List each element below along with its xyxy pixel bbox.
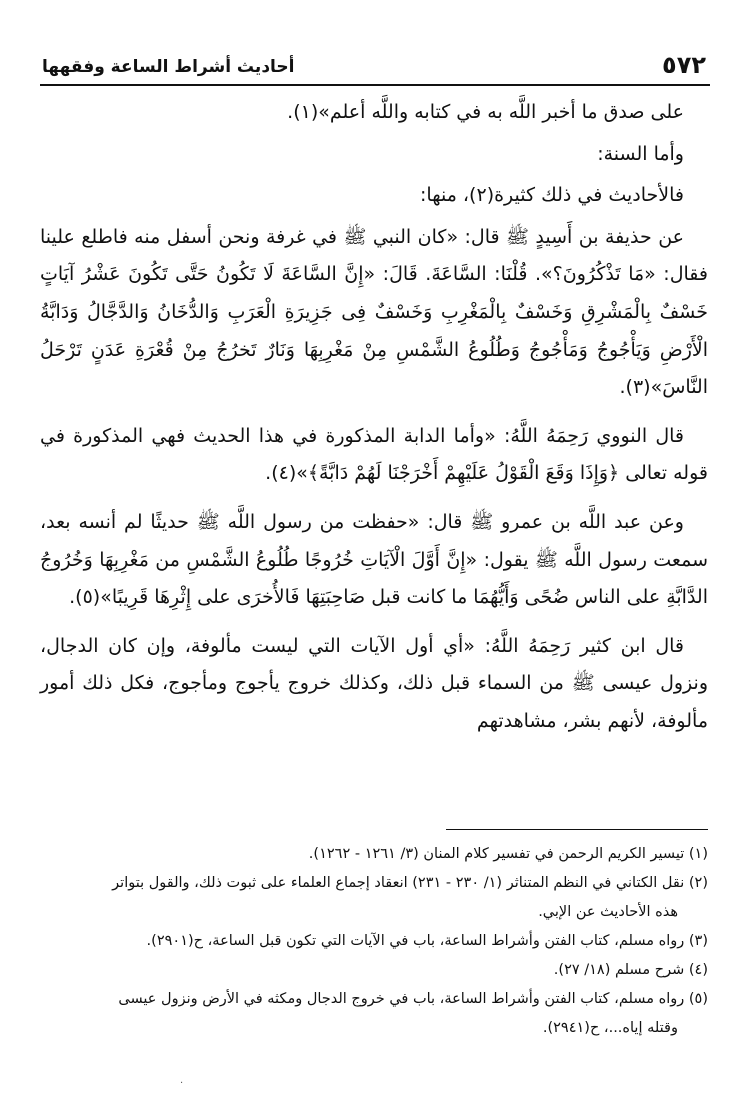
paragraph: على صدق ما أخبر اللَّه به في كتابه واللَّه أعلم»(١). [287,101,684,123]
paragraph: فالأحاديث في ذلك كثيرة(٢)، منها: [420,184,684,207]
paragraph: قال النووي رَحِمَهُ اللَّهُ: «وأما الدابة المذكورة في هذا الحديث فهي المذكورة في قوله تعالى ﴿وَإِذَا وَقَعَ الْقَوْلُ عَلَيْهِمْ أَخْرَجْنَا لَهُمْ دَابَّةً﴾»(٤). [40,424,708,485]
page-mark: · [180,1078,184,1089]
paragraph: وأما السنة: [597,142,684,165]
paragraph: وعن عبد اللَّه بن عمرو ﷺ قال: «حفظت من رسول اللَّه ﷺ حديثًا لم أنسه بعد، سمعت رسول اللَّه ﷺ يقول: «إِنَّ أَوَّلَ الْآيَاتِ خُرُوجًا طُلُوعُ الشَّمْسِ من مَغْرِبِهَا وَخُرُوجُ الدَّابَّةِ على الناس ضُحًى وَأَيُّهُمَا ما كانت قبل صَاحِبَتِهَا فَالأُخرَى على إِثْرِهَا قَرِيبًا»(٥). [40,510,708,609]
footnote-continuation: هذه الأحاديث عن الإبي. [538,904,678,920]
footnote: (٢) نقل الكتاني في النظم المتناثر (١/ ٢٣٠ - ٢٣١) انعقاد إجماع العلماء على ثبوت ذلك، والقول بتواتر [112,875,708,891]
footnotes [40,840,708,1043]
footnote: (٥) رواه مسلم، كتاب الفتن وأشراط الساعة، باب في خروج الدجال ومكثه في الأرض ونزول عيسى [118,991,708,1007]
paragraph: عن حذيفة بن أَسِيدٍ ﷺ قال: «كان النبي ﷺ في غرفة ونحن أسفل منه فاطلع علينا فقال: «مَا تَذْكُرُونَ؟». قُلْنَا: السَّاعَةَ. قَالَ: «إِنَّ السَّاعَةَ لَا تَكُونُ حَتَّى تَكُونَ عَشْرُ آيَاتٍ خَسْفٌ بِالْمَشْرِقِ وَخَسْفٌ بِالْمَغْرِبِ وَخَسْفٌ فِى جَزِيرَةِ الْعَرَبِ وَالدُّخَانُ وَالدَّجَّالُ وَدَابَّةُ الْأَرْضِ وَيَأْجُوجُ وَمَأْجُوجُ وَطُلُوعُ الشَّمْسِ مِنْ مَغْرِبِهَا وَنَارٌ تَخرُجُ مِنْ قُعْرَةِ عَدَنٍ تَرْحَلُ النَّاسَ»(٣). [40,225,708,399]
running-title: أحاديث أشراط الساعة وفقهها [42,57,295,77]
page-header [40,48,710,86]
footnote: (١) تيسير الكريم الرحمن في تفسير كلام المنان (٣/ ١٢٦١ - ١٢٦٢). [308,846,708,862]
footnote: (٣) رواه مسلم، كتاب الفتن وأشراط الساعة، باب في الآيات التي تكون قبل الساعة، ح(٢٩٠١). [146,933,708,949]
page-number: ٥٧٢ [662,51,706,79]
main-text [40,94,708,752]
paragraph: قال ابن كثير رَحِمَهُ اللَّهُ: «أي أول الآيات التي ليست مألوفة، وإن كان الدجال، ونزول عيسى ﷺ من السماء قبل ذلك، وكذلك خروج يأجوج ومأجوج، فكل ذلك أمور مألوفة، لأنهم بشر، مشاهدتهم [40,634,708,732]
footnote-divider [446,829,708,830]
footnote: (٤) شرح مسلم (١٨/ ٢٧). [553,962,708,978]
footnote-continuation: وقتله إياه...، ح(٢٩٤١). [542,1020,678,1036]
